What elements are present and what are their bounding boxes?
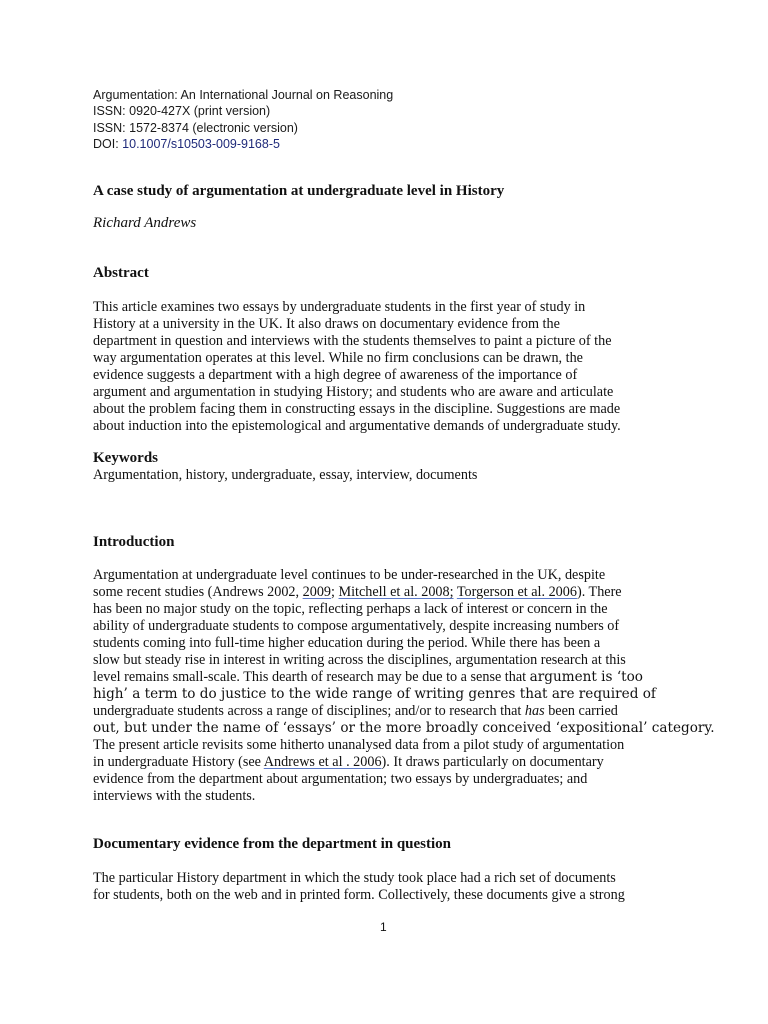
abstract-line: about the problem facing them in constructing essays in the discipline. Suggestions are made (93, 401, 621, 417)
abstract-line: department in question and interviews with the students themselves to paint a picture of the (93, 333, 612, 349)
intro-line: evidence from the department about argumentation; two essays by undergraduates; and (93, 771, 588, 787)
keywords-list (93, 467, 683, 484)
introduction-heading: Introduction (93, 534, 175, 550)
intro-text: argument is ‘too (529, 669, 643, 685)
keywords-heading: Keywords (93, 450, 158, 466)
keywords-text: Argumentation, history, undergraduate, essay, interview, documents (93, 467, 478, 483)
intro-text: undergraduate students across a range of disciplines; and/or to research that (93, 703, 525, 719)
abstract-body (93, 299, 683, 435)
paper-author: Richard Andrews (93, 215, 197, 231)
page-number: 1 (380, 920, 387, 934)
intro-line: interviews with the students. (93, 788, 256, 804)
intro-line: Argumentation at undergraduate level continues to be under-researched in the UK, despite (93, 567, 606, 583)
doi-line (93, 136, 393, 152)
intro-text: some recent studies (Andrews 2002, (93, 584, 303, 600)
intro-line (93, 754, 683, 771)
intro-text: been carried (544, 703, 618, 719)
abstract-line: evidence suggests a department with a high degree of awareness of the importance of (93, 367, 578, 383)
documentary-line: The particular History department in which the study took place had a rich set of documents (93, 870, 616, 886)
intro-line: out, but under the name of ‘essays’ or the more broadly conceived ‘expositional’ category. (93, 720, 715, 736)
issn-electronic: ISSN: 1572-8374 (electronic version) (93, 120, 298, 135)
abstract-line: This article examines two essays by undergraduate students in the first year of study in (93, 299, 586, 315)
citation-link[interactable]: 2009 (302, 584, 331, 600)
intro-line: high’ a term to do justice to the wide range of writing genres that are required of (93, 686, 656, 702)
intro-line (93, 584, 683, 601)
doi-label: DOI: (93, 136, 123, 151)
intro-line: has been no major study on the topic, reflecting perhaps a lack of interest or concern in the (93, 601, 608, 617)
intro-emphasis: has (524, 703, 545, 719)
abstract-line: History at a university in the UK. It also draws on documentary evidence from the (93, 316, 560, 332)
documentary-heading: Documentary evidence from the department in question (93, 836, 452, 852)
intro-text: ). There (576, 584, 622, 600)
intro-text: level remains small-scale. This dearth of research may be due to a sense that (93, 669, 530, 685)
intro-line: slow but steady rise in interest in writing across the disciplines, argumentation research at this (93, 652, 626, 668)
citation-link[interactable]: Mitchell et al. 2008; (338, 584, 454, 600)
documentary-body (93, 870, 683, 904)
journal-metadata (93, 87, 393, 152)
intro-line (93, 669, 683, 686)
abstract-line: about induction into the epistemological and argumentative demands of undergraduate study. (93, 418, 621, 434)
journal-name: Argumentation: An International Journal on Reasoning (93, 88, 394, 102)
intro-text: ). It draws particularly on documentary (381, 754, 604, 770)
intro-text: in undergraduate History (see (93, 754, 264, 770)
abstract-heading: Abstract (93, 265, 149, 281)
abstract-line: argument and argumentation in studying History; and students who are aware and articulate (93, 384, 614, 400)
intro-line: The present article revisits some hitherto unanalysed data from a pilot study of argumentation (93, 737, 625, 753)
introduction-body (93, 567, 715, 805)
intro-line: ability of undergraduate students to compose argumentatively, despite increasing numbers of (93, 618, 620, 634)
intro-line: students coming into full-time higher education during the period. While there has been a (93, 635, 601, 651)
intro-line (93, 703, 683, 720)
citation-link[interactable]: Andrews et al . 2006 (263, 754, 382, 770)
abstract-line: way argumentation operates at this level. While no firm conclusions can be drawn, the (93, 350, 583, 366)
paper-title: A case study of argumentation at undergraduate level in History (93, 183, 505, 199)
intro-text: ; (331, 584, 339, 600)
doi-link[interactable]: 10.1007/s10503-009-9168-5 (122, 136, 280, 151)
documentary-line: for students, both on the web and in printed form. Collectively, these documents give a strong (93, 887, 625, 903)
issn-print: ISSN: 0920-427X (print version) (93, 104, 271, 119)
citation-link[interactable]: Torgerson et al. 2006 (456, 584, 577, 600)
